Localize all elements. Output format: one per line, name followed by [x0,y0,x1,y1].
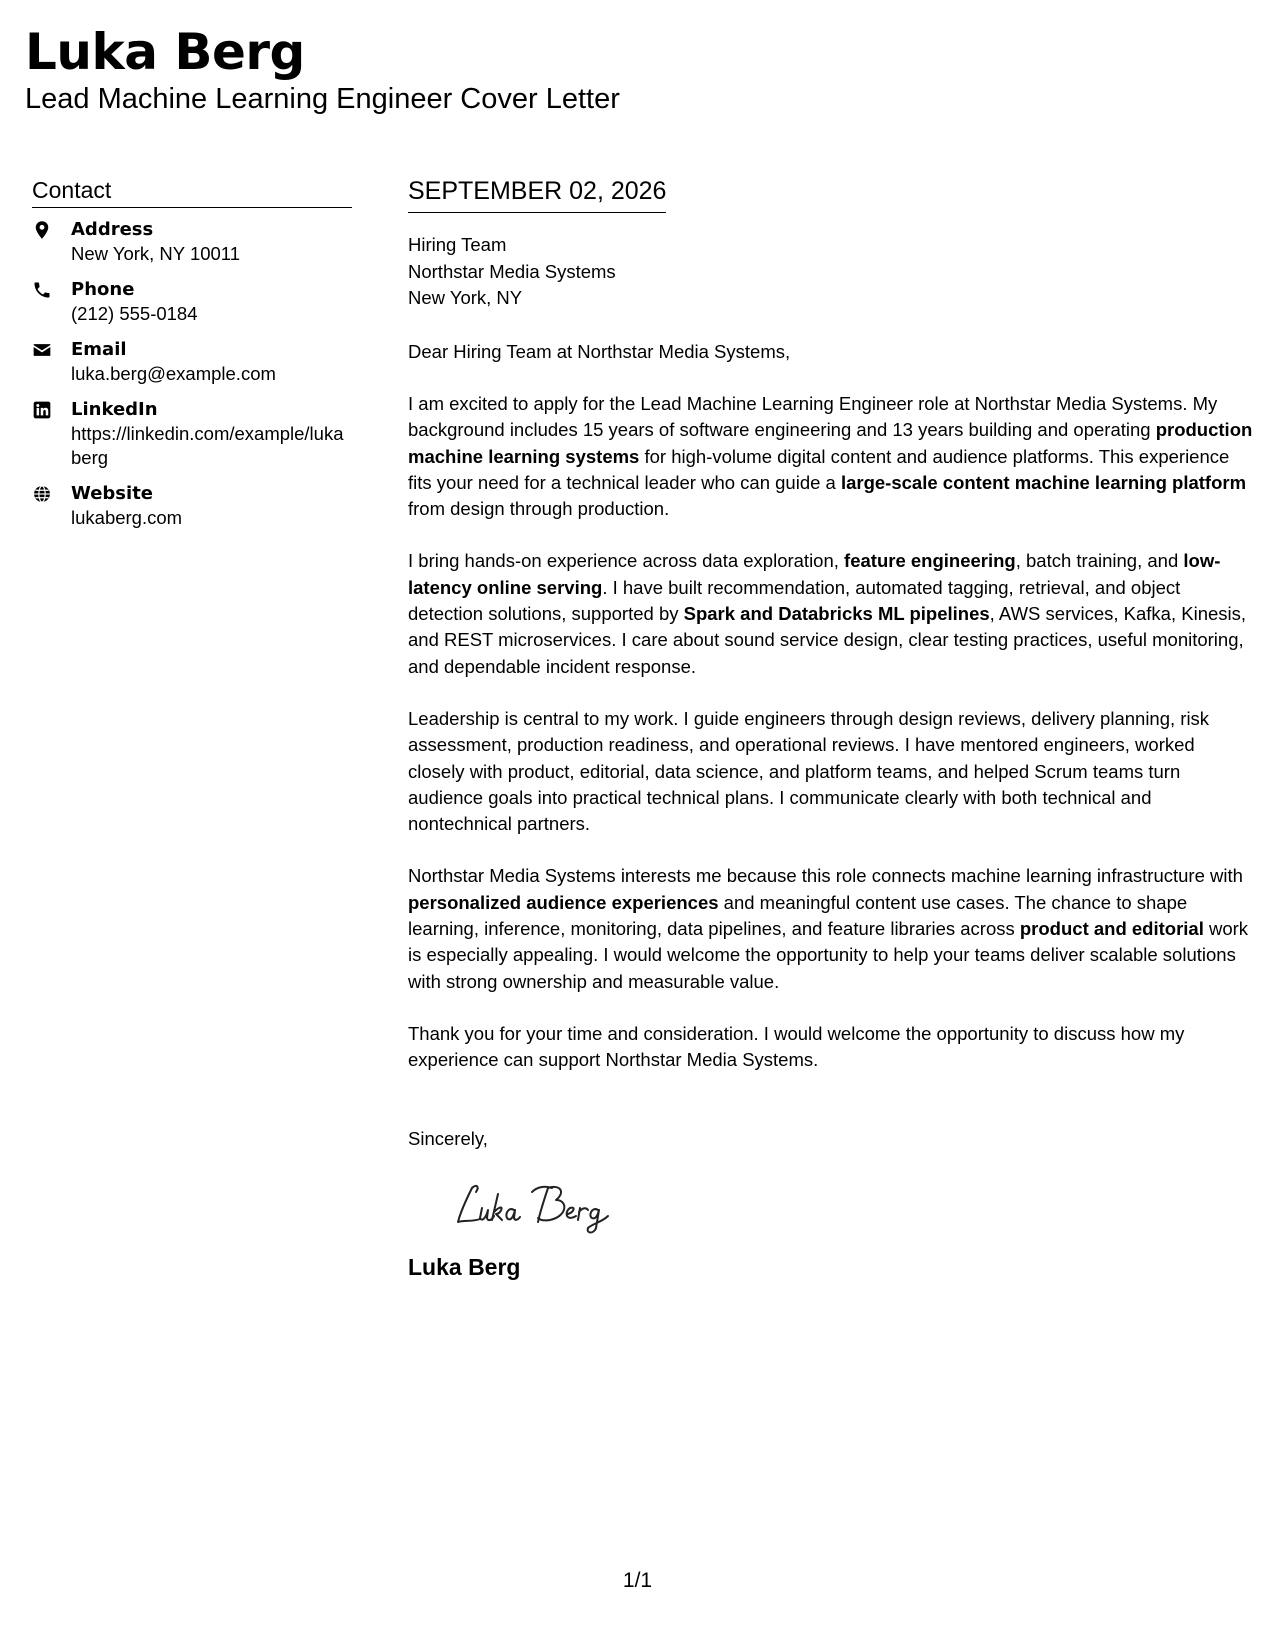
signer-name: Luka Berg [408,1253,521,1280]
contact-sidebar [32,175,352,542]
contact-heading: Contact [32,175,352,208]
contact-item-phone [32,278,352,326]
paragraph [408,548,1253,679]
contact-item-address [32,218,352,266]
letter-date: SEPTEMBER 02, 2026 [408,174,666,213]
text-run: , AWS services, Kafka, Kinesis, and REST microservices. I care about sound service design, clear testing practices, useful monitoring, and dependable incident response. [408,603,1247,677]
bold-run: production machine learning systems [408,419,1253,467]
contact-item-linkedin [32,398,352,470]
text-run: work is especially appealing. I would welcome the opportunity to help your teams deliver scalable solutions with strong ownership and measurable value. [408,918,1249,992]
contact-label: Phone [71,279,135,300]
contact-label: Address [71,219,154,240]
letter-header [25,22,620,116]
text-run: Thank you for your time and consideration. I would welcome the opportunity to discuss how my experience can support Northstar Media Systems. [408,1022,1185,1071]
paragraph [408,391,1253,522]
signature-drawing [452,1170,632,1240]
contact-value: New York, NY 10011 [71,243,241,264]
globe-icon [32,484,54,506]
contact-item-website [32,482,352,530]
paragraph [408,863,1253,994]
document-subtitle: Lead Machine Learning Engineer Cover Letter [25,83,620,115]
location-pin-icon [32,220,54,242]
text-run: I am excited to apply for the Lead Machine Learning Engineer role at Northstar Media Systems. My background includes 15 years of software engineering and 13 years building and operating [408,393,1218,441]
bold-run: product and editorial [1019,918,1204,940]
bold-run: Spark and Databricks ML pipelines [683,603,990,625]
text-run: Leadership is central to my work. I guide engineers through design reviews, delivery planning, risk assessment, production readiness, and operational reviews. I have mentored engineers, worked closely with product, editorial, data science, and platform teams, and helped Scrum teams turn audience goals into practical technical plans. I communicate clearly with both technical and nontechnical partners. [408,707,1210,835]
closing: Sincerely, [408,1127,488,1149]
contact-label: LinkedIn [71,399,158,420]
contact-value: https://linkedin.com/example/lukaberg [71,423,344,468]
bold-run: low-latency online serving [408,550,1221,598]
contact-label: Email [71,339,127,360]
recipient-line: Hiring Team [408,234,507,255]
text-run: , batch training, and [1015,550,1184,572]
phone-icon [32,280,54,302]
applicant-name: Luka Berg [25,23,305,81]
text-run: and meaningful content use cases. The chance to shape learning, inference, monitoring, data pipelines, and feature libraries across [408,891,1188,940]
linkedin-icon [32,400,54,422]
paragraph [408,1021,1253,1074]
contact-value: lukaberg.com [71,507,183,528]
contact-value: (212) 555-0184 [71,303,198,324]
paragraph [408,706,1253,837]
bold-run: personalized audience experiences [408,891,719,913]
text-run: for high-volume digital content and audience platforms. This experience fits your need for a technical leader who can guide a [408,445,1230,493]
recipient-block [408,232,1253,312]
bold-run: large-scale content machine learning platform [840,471,1247,493]
letter-body [408,174,1253,1282]
contact-item-email [32,338,352,386]
recipient-line: New York, NY [408,287,523,308]
salutation: Dear Hiring Team at Northstar Media Systems, [408,340,791,362]
text-run: . I have built recommendation, automated tagging, retrieval, and object detection solutions, supported by [408,576,1181,625]
text-run: Northstar Media Systems interests me because this role connects machine learning infrastructure with [408,865,1243,887]
contact-label: Website [71,483,154,504]
envelope-icon [32,340,54,362]
recipient-line: Northstar Media Systems [408,260,616,282]
handwritten-signature [452,1170,1253,1240]
contact-value: luka.berg@example.com [71,363,276,384]
text-run: I bring hands-on experience across data exploration, [408,550,845,572]
page-number: 1/1 [622,1569,653,1592]
text-run: from design through production. [408,498,670,520]
bold-run: feature engineering [844,550,1016,572]
